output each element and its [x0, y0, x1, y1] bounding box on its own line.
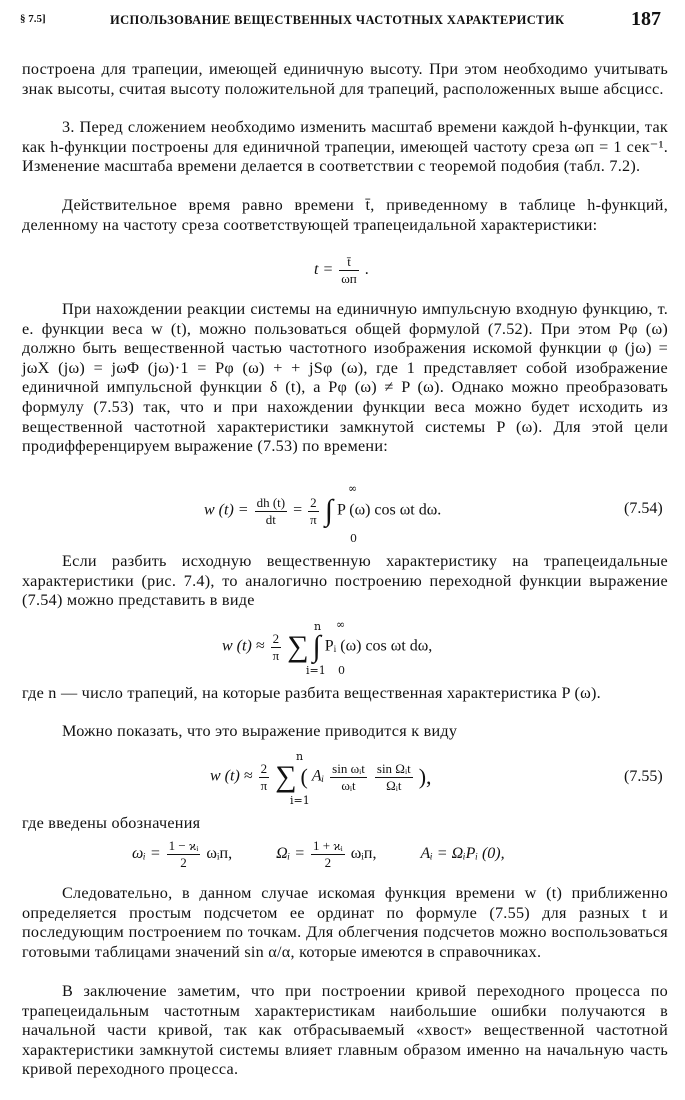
integral-sign: ∫ — [324, 494, 333, 527]
equation-number-7-55: (7.55) — [624, 768, 663, 785]
section-marker: § 7.5] — [20, 13, 46, 25]
equation-7-55: w (t) ≈ $\frac{2}{\pi}$ ∑ ( Aᵢ $\frac{\text{sin ωᵢt}}{\text{ωᵢt}}$ $\frac{\text{sin Ωᵢt}}{\text{Ωᵢt}}$ ), — [210, 760, 432, 793]
paragraph-2: 3. Перед сложением необходимо изменить масштаб времени каждой h-функции, так как h-функции построены для единичной трапеции, имеющей частоту среза ωп = 1 сек⁻¹. Изменение масштаба времени делается в соответствии с теоремой подобия (табл. 7.2). — [22, 118, 668, 176]
equation-number-7-54: (7.54) — [624, 500, 663, 517]
running-title: ИСПОЛЬЗОВАНИЕ ВЕЩЕСТВЕННЫХ ЧАСТОТНЫХ ХАРАКТЕРИСТИК — [110, 13, 565, 27]
equation-time-scale: t = $\frac{t̄}{\omega п}$ . — [314, 254, 369, 286]
integral-lower-limit: 0 — [338, 664, 345, 677]
sum-lower-limit: i=1 — [306, 664, 326, 677]
sum-upper-limit: n — [314, 620, 322, 633]
paragraph-3: Действительное время равно времени t̄, приведенному в таблице h-функций, деленному на частоту среза соответствующей трапецеидальной характеристики: — [22, 196, 668, 234]
page-number: 187 — [631, 8, 661, 30]
integral-sign: ∫ — [312, 630, 321, 663]
paragraph-5: Если разбить исходную вещественную характеристику на трапецеидальные характеристики (рис. 7.4), то аналогично построению переходной функции выражение (7.54) можно представить в виде — [22, 552, 668, 610]
sum-sign: ∑ — [275, 760, 297, 793]
sum-lower-limit: i=1 — [290, 794, 310, 807]
sum-sign: ∑ — [287, 630, 309, 663]
paragraph-9: Следовательно, в данном случае искомая функция времени w (t) приближенно определяется простым подсчетом ее ординат по формуле (7.55) для разных t и последующим построением по точкам. Для облегчения подсчетов можно воспользоваться готовыми таблицами значений sin α/α, которые имеются в справочниках. — [22, 884, 668, 961]
equation-7-54: w (t) = $\frac{dh (t)}{dt}$ = $\frac{2}{\pi}$ ∫ P (ω) cos ωt dω. — [204, 494, 442, 527]
integral-upper-limit: ∞ — [348, 482, 358, 495]
integral-lower-limit: 0 — [350, 532, 357, 545]
paragraph-10: В заключение заметим, что при построении кривой переходного процесса по трапецеидальным частотным характеристикам наибольшие ошибки получаются в начальной части кривой, так как отбрасываемый «хвост» вещественной частотной характеристики замкнутой системы влияет главным образом именно на начальную часть кривой переходного процесса. — [22, 982, 668, 1079]
equation-sum-approx: w (t) ≈ $\frac{2}{\pi}$ ∑ ∫ Pᵢ (ω) cos ωt dω, — [222, 630, 433, 663]
sum-upper-limit: n — [296, 750, 304, 763]
paragraph-4: При нахождении реакции системы на единичную импульсную входную функцию, т. е. функции веса w (t), можно пользоваться общей формулой (7.52). При этом Pφ (ω) должно быть вещественной частью частотного изображения искомой функции φ (jω) = jωX (jω) = jωΦ (jω)·1 = Pφ (ω) + + jSφ (ω), где 1 представляет собой изображение единичной импульсной функции δ (t), а Pφ (ω) ≠ P (ω). Однако можно преобразовать формулу (7.53) так, что и при нахождении функции веса можно будет исходить из вещественной частотной характеристики замкнутой системы P (ω). Для этой цели продифференцируем выражение (7.53) по времени: — [22, 300, 668, 456]
running-header — [20, 0, 665, 48]
paragraph-7: Можно показать, что это выражение приводится к виду — [62, 722, 458, 740]
equation-definitions: ωᵢ = $\frac{\text{1 − ϰᵢ}}{2}$ ωᵢп, Ωᵢ = $\frac{\text{1 + ϰᵢ}}{2}$ ωᵢп, Aᵢ = ΩᵢPᵢ (0), — [132, 838, 505, 870]
integral-upper-limit: ∞ — [336, 618, 346, 631]
paragraph-8: где введены обозначения — [22, 814, 201, 832]
paragraph-1: построена для трапеции, имеющей единичную высоту. При этом необходимо учитывать знак высоты, считая высоту положительной для трапеций, расположенных выше абсцисс. — [22, 60, 668, 98]
paragraph-6: где n — число трапеций, на которые разбита вещественная характеристика P (ω). — [22, 684, 601, 702]
